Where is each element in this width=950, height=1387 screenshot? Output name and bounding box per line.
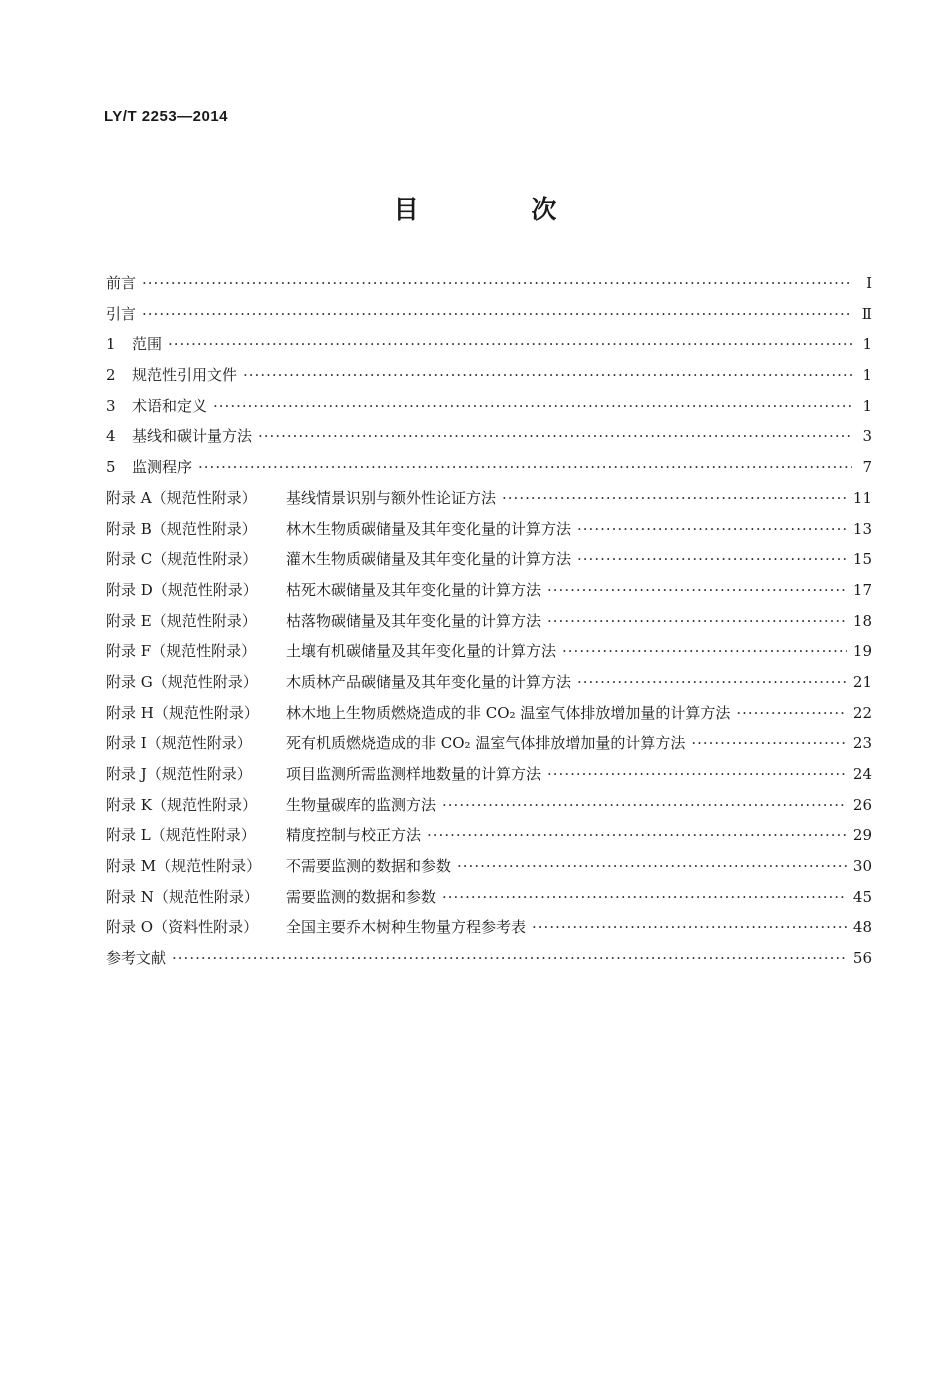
toc-leader-dots: [577, 520, 847, 538]
toc-page-number: 45: [852, 887, 872, 906]
toc-entry[interactable]: [106, 855, 872, 886]
toc-entry-title: 土壤有机碳储量及其年变化量的计算方法: [286, 642, 557, 661]
toc-entry[interactable]: [106, 272, 872, 303]
toc-entry[interactable]: [106, 794, 872, 825]
toc-page-number: 1: [862, 335, 872, 354]
toc-entry[interactable]: [106, 640, 872, 671]
toc-page-number: 1: [862, 396, 872, 415]
standard-code: LY/T 2253—2014: [104, 108, 229, 125]
toc-appendix-label: 附录 K（规范性附录）: [106, 795, 257, 814]
toc-page-number: 23: [852, 734, 872, 753]
toc-entry-title: 木质林产品碳储量及其年变化量的计算方法: [286, 672, 572, 691]
toc-leader-dots: [547, 581, 847, 599]
toc-leader-dots: [736, 704, 847, 722]
toc-leader-dots: [457, 857, 847, 875]
toc-page-number: 1: [862, 366, 872, 385]
toc-leader-dots: [427, 826, 847, 844]
toc-page-number: 18: [852, 611, 872, 630]
table-of-contents: [106, 272, 872, 978]
toc-section-number: 2: [106, 366, 116, 385]
toc-entry[interactable]: [106, 518, 872, 549]
toc-entry-title: 基线和碳计量方法: [132, 427, 253, 446]
toc-page-number: 17: [852, 580, 872, 599]
toc-leader-dots: [172, 949, 847, 967]
toc-entry[interactable]: [106, 671, 872, 702]
toc-page-number: 56: [852, 949, 872, 968]
toc-appendix-label: 附录 G（规范性附录）: [106, 672, 258, 691]
toc-entry[interactable]: [106, 947, 872, 978]
toc-entry-title: 需要监测的数据和参数: [286, 887, 437, 906]
toc-page-number: Ⅱ: [861, 304, 872, 323]
toc-entry-title: 规范性引用文件: [132, 366, 238, 385]
toc-leader-dots: [243, 366, 852, 384]
toc-entry[interactable]: [106, 702, 872, 733]
toc-leader-dots: [577, 550, 847, 568]
toc-appendix-label: 附录 C（规范性附录）: [106, 550, 258, 569]
toc-entry[interactable]: [106, 579, 872, 610]
toc-section-number: 1: [106, 335, 116, 354]
toc-entry[interactable]: [106, 824, 872, 855]
toc-page-number: 26: [852, 795, 872, 814]
toc-page-number: 48: [852, 918, 872, 937]
toc-page-number: 22: [852, 703, 872, 722]
toc-page-number: 24: [852, 765, 872, 783]
toc-entry-title: 引言: [106, 304, 137, 323]
toc-entry[interactable]: [106, 763, 872, 794]
toc-entry-title: 参考文献: [106, 949, 167, 968]
toc-appendix-label: 附录 E（规范性附录）: [106, 611, 257, 630]
toc-entry-title: 监测程序: [132, 458, 193, 477]
toc-entry-title: 灌木生物质碳储量及其年变化量的计算方法: [286, 550, 572, 569]
toc-section-number: 5: [106, 458, 116, 477]
toc-leader-dots: [502, 489, 847, 507]
toc-leader-dots: [142, 305, 852, 323]
toc-entry-title: 项目监测所需监测样地数量的计算方法: [286, 765, 542, 783]
toc-page-number: 29: [852, 826, 872, 845]
toc-page-number: 15: [852, 550, 872, 569]
toc-page-number: 21: [852, 672, 872, 691]
toc-entry[interactable]: [106, 487, 872, 518]
toc-leader-dots: [577, 673, 847, 691]
toc-appendix-label: 附录 B（规范性附录）: [106, 519, 257, 538]
toc-entry-title: 生物量碳库的监测方法: [286, 795, 437, 814]
toc-appendix-label: 附录 O（资料性附录）: [106, 918, 259, 937]
toc-entry[interactable]: [106, 364, 872, 395]
toc-entry[interactable]: [106, 548, 872, 579]
toc-page-number: 11: [852, 488, 872, 507]
toc-page-number: 13: [852, 519, 872, 538]
toc-page-number: 30: [852, 857, 872, 876]
toc-appendix-label: 附录 J（规范性附录）: [106, 765, 252, 783]
toc-entry-title: 死有机质燃烧造成的非 CO₂ 温室气体排放增加量的计算方法: [286, 734, 686, 753]
toc-appendix-label: 附录 H（规范性附录）: [106, 703, 259, 722]
toc-leader-dots: [562, 642, 847, 660]
toc-leader-dots: [142, 274, 852, 292]
toc-section-number: 4: [106, 427, 116, 446]
toc-leader-dots: [198, 458, 852, 476]
toc-entry-title: 全国主要乔木树种生物量方程参考表: [286, 918, 527, 937]
toc-leader-dots: [442, 888, 847, 906]
toc-page-number: 3: [862, 427, 872, 446]
toc-entry-title: 不需要监测的数据和参数: [286, 857, 452, 876]
toc-entry-title: 前言: [106, 274, 137, 292]
toc-leader-dots: [213, 397, 852, 415]
toc-entry-title: 范围: [132, 335, 163, 354]
toc-entry[interactable]: [106, 886, 872, 917]
toc-entry[interactable]: [106, 610, 872, 641]
toc-appendix-label: 附录 N（规范性附录）: [106, 887, 259, 906]
toc-leader-dots: [442, 796, 847, 814]
toc-entry-title: 林木地上生物质燃烧造成的非 CO₂ 温室气体排放增加量的计算方法: [286, 703, 731, 722]
toc-leader-dots: [691, 734, 847, 752]
toc-entry-title: 枯死木碳储量及其年变化量的计算方法: [286, 580, 542, 599]
toc-entry-title: 术语和定义: [132, 396, 208, 415]
page-title: 目 次: [393, 195, 609, 224]
toc-entry[interactable]: [106, 333, 872, 364]
toc-entry[interactable]: [106, 732, 872, 763]
toc-page-number: 7: [862, 458, 872, 477]
toc-page-number: 19: [852, 642, 872, 661]
toc-entry[interactable]: [106, 916, 872, 947]
toc-leader-dots: [258, 427, 852, 445]
toc-appendix-label: 附录 M（规范性附录）: [106, 857, 262, 876]
toc-leader-dots: [547, 612, 847, 630]
toc-appendix-label: 附录 L（规范性附录）: [106, 826, 256, 845]
toc-entry-title: 基线情景识别与额外性论证方法: [286, 488, 497, 507]
toc-entry-title: 精度控制与校正方法: [286, 826, 422, 845]
toc-entry[interactable]: [106, 395, 872, 426]
toc-appendix-label: 附录 D（规范性附录）: [106, 580, 258, 599]
toc-page-number: Ⅰ: [866, 274, 872, 292]
toc-leader-dots: [547, 765, 847, 783]
toc-appendix-label: 附录 F（规范性附录）: [106, 642, 257, 661]
toc-appendix-label: 附录 I（规范性附录）: [106, 734, 252, 753]
toc-entry[interactable]: [106, 425, 872, 456]
toc-entry[interactable]: [106, 456, 872, 487]
toc-leader-dots: [168, 335, 852, 353]
toc-leader-dots: [532, 918, 847, 936]
toc-entry-title: 枯落物碳储量及其年变化量的计算方法: [286, 611, 542, 630]
toc-entry[interactable]: [106, 303, 872, 334]
toc-section-number: 3: [106, 396, 116, 415]
toc-appendix-label: 附录 A（规范性附录）: [106, 488, 257, 507]
toc-entry-title: 林木生物质碳储量及其年变化量的计算方法: [286, 519, 572, 538]
